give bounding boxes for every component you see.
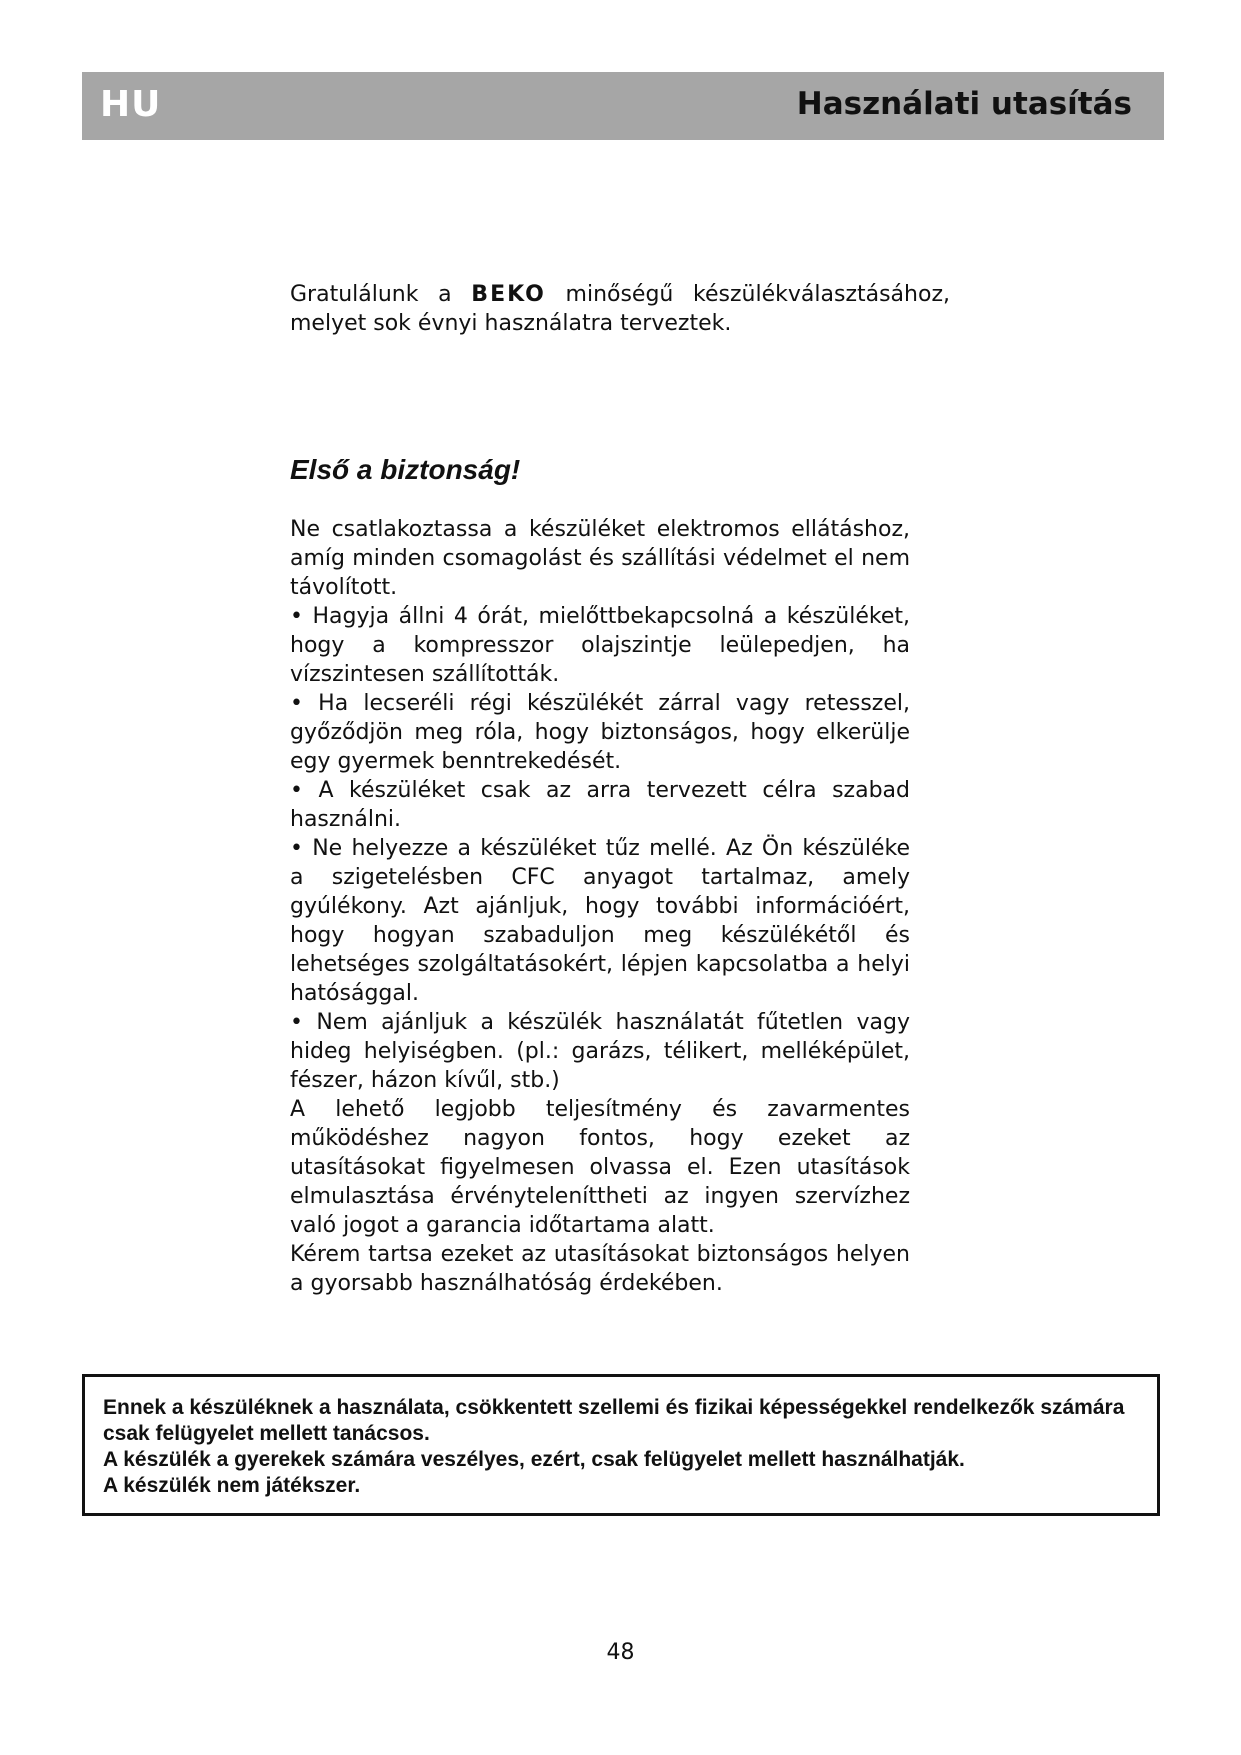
- intro-paragraph: [290, 280, 950, 338]
- safety-instructions: [290, 515, 910, 1298]
- instruction-paragraph: Kérem tartsa ezeket az utasításokat biztonságos helyen a gyorsabb használhatóság érdekében.: [290, 1242, 910, 1296]
- warning-line: A készülék a gyerekek számára veszélyes, ezért, csak felügyelet mellett használhatják.: [103, 1448, 965, 1471]
- instruction-paragraph: • A készüléket csak az arra tervezett célra szabad használni.: [290, 778, 910, 832]
- brand-name: BEKO: [471, 282, 546, 307]
- intro-prefix: Gratulálunk a: [290, 282, 472, 307]
- instruction-paragraph: A lehető legjobb teljesítmény és zavarmentes működéshez nagyon fontos, hogy ezeket az utasításokat figyelmesen olvassa el. Ezen utasítások elmulasztása érvényteleníttheti az ingyen szervízhez való jogot a garancia időtartama alatt.: [290, 1097, 910, 1238]
- instruction-paragraph: • Nem ajánljuk a készülék használatát fűtetlen vagy hideg helyiségben. (pl.: garázs, télikert, melléképület, fészer, házon kívűl, stb.): [290, 1010, 910, 1093]
- language-code: HU: [100, 84, 162, 125]
- warning-box: [82, 1374, 1160, 1516]
- intro-suffix: minőségű készülékválasztásához, melyet sok évnyi használatra terveztek.: [290, 282, 950, 336]
- instruction-paragraph: • Ha lecseréli régi készülékét zárral vagy retesszel, győződjön meg róla, hogy biztonságos, hogy elkerülje egy gyermek benntrekedését.: [290, 691, 910, 774]
- instruction-paragraph: • Hagyja állni 4 órát, mielőttbekapcsolná a készüléket, hogy a kompresszor olajszintje leülepedjen, ha vízszintesen szállították.: [290, 604, 910, 687]
- warning-line: A készülék nem játékszer.: [103, 1474, 361, 1497]
- section-heading: Első a biztonság!: [290, 454, 521, 485]
- page-number: 48: [606, 1640, 635, 1665]
- warning-line: Ennek a készüléknek a használata, csökkentett szellemi és fizikai képességekkel rendelkezők számára csak felügyelet mellett tanácsos.: [103, 1396, 1125, 1445]
- document-title: Használati utasítás: [796, 86, 1132, 122]
- instruction-paragraph: • Ne helyezze a készüléket tűz mellé. Az Ön készüléke a szigetelésben CFC anyagot tartalmaz, amely gyúlékony. Azt ajánljuk, hogy további információért, hogy hogyan szabaduljon meg készülékétől és lehetséges szolgáltatásokért, lépjen kapcsolatba a helyi hatósággal.: [290, 836, 910, 1006]
- header-bar: [82, 72, 1164, 140]
- instruction-paragraph: Ne csatlakoztassa a készüléket elektromos ellátáshoz, amíg minden csomagolást és szállítási védelmet el nem távolított.: [290, 517, 910, 600]
